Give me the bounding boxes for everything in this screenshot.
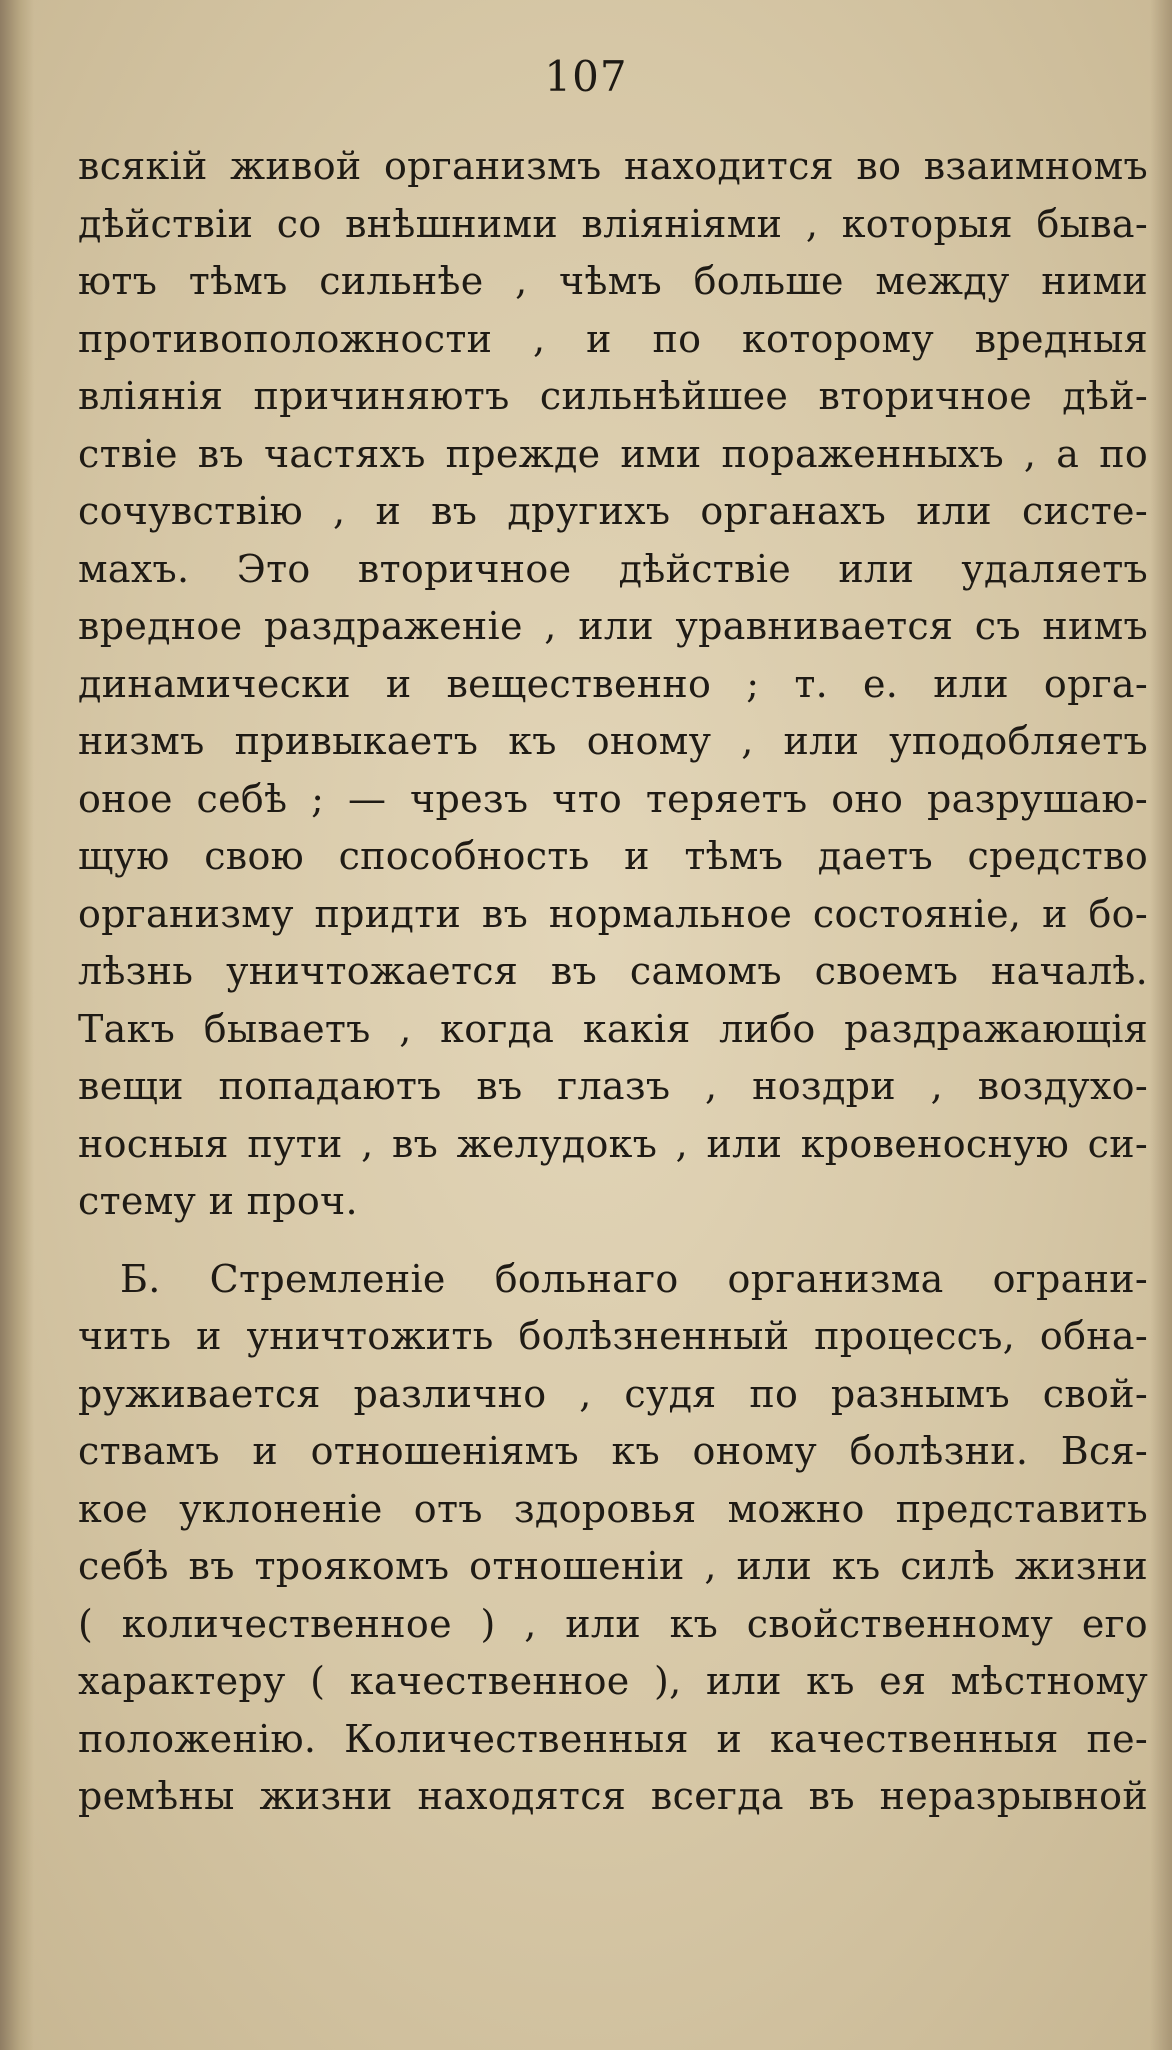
text-line: всякій живой организмъ находится во взаимномъ xyxy=(78,144,1148,188)
body-text xyxy=(78,138,1148,1826)
text-line: ремѣны жизни находятся всегда въ неразрывной xyxy=(78,1774,1148,1818)
text-line: сочувствію , и въ другихъ органахъ или систе- xyxy=(78,489,1148,533)
text-line: кое уклоненіе отъ здоровья можно представить xyxy=(78,1486,1148,1531)
text-line: себѣ въ трояκомъ отношеніи , или къ силѣ жизни xyxy=(78,1544,1148,1588)
text-line: вліянія причиняютъ сильнѣйшее вторичное дѣй- xyxy=(78,374,1148,418)
text-line: ствіе въ частяхъ прежде ими пораженныхъ , а по xyxy=(78,431,1148,476)
text-line: руживается различно , судя по разнымъ свой- xyxy=(78,1371,1148,1416)
text-line: положенію. Количественныя и качественныя пе- xyxy=(78,1716,1148,1761)
text-line: оное себѣ ; — чрезъ что теряетъ оно разрушаю- xyxy=(78,776,1148,821)
page-edge-shadow xyxy=(0,0,34,2050)
text-line: Такъ бываетъ , когда какія либо раздражающія xyxy=(78,1006,1148,1051)
text-line: щую свою способность и тѣмъ даетъ средство xyxy=(78,834,1148,878)
text-line: ствамъ и отношеніямъ къ оному болѣзни. Вся- xyxy=(78,1429,1148,1473)
text-line: чить и уничтожить болѣзненный процессъ, обна- xyxy=(78,1314,1148,1358)
paragraph-gap xyxy=(78,1231,1148,1251)
text-line: противоположности , и по которому вредныя xyxy=(78,316,1148,361)
text-line: вещи попадаютъ въ глазъ , ноздри , воздухо- xyxy=(78,1064,1148,1108)
text-line: стему и проч. xyxy=(78,1179,358,1223)
text-line: носныя пути , въ желудокъ , или кровеносную си- xyxy=(78,1121,1148,1166)
text-line: Б. Стремленіе больнаго организма ограни- xyxy=(120,1256,1148,1301)
text-line: организму придти въ нормальное состояніе, и бо- xyxy=(78,891,1148,936)
text-line: махъ. Это вторичное дѣйствіе или удаляетъ xyxy=(78,546,1148,591)
text-line: характеру ( качественное ), или къ ея мѣстному xyxy=(78,1659,1148,1703)
page-number: 107 xyxy=(544,52,628,101)
text-line: динамически и вещественно ; т. е. или орга- xyxy=(78,661,1148,706)
text-line: лѣзнь уничтожается въ самомъ своемъ началѣ. xyxy=(78,949,1148,993)
text-line: вредное раздраженіе , или уравнивается съ нимъ xyxy=(78,604,1148,648)
text-line: дѣйствіи со внѣшними вліяніями , которыя быва- xyxy=(78,201,1148,246)
paragraph-1 xyxy=(78,138,1148,1231)
text-line: низмъ привыкаетъ къ оному , или уподобляетъ xyxy=(78,719,1148,763)
page-edge-highlight xyxy=(1150,0,1172,2050)
text-line: ютъ тѣмъ сильнѣе , чѣмъ больше между ними xyxy=(78,259,1148,303)
paragraph-2 xyxy=(78,1251,1148,1826)
text-line: ( количественное ) , или къ свойственному его xyxy=(78,1601,1148,1646)
